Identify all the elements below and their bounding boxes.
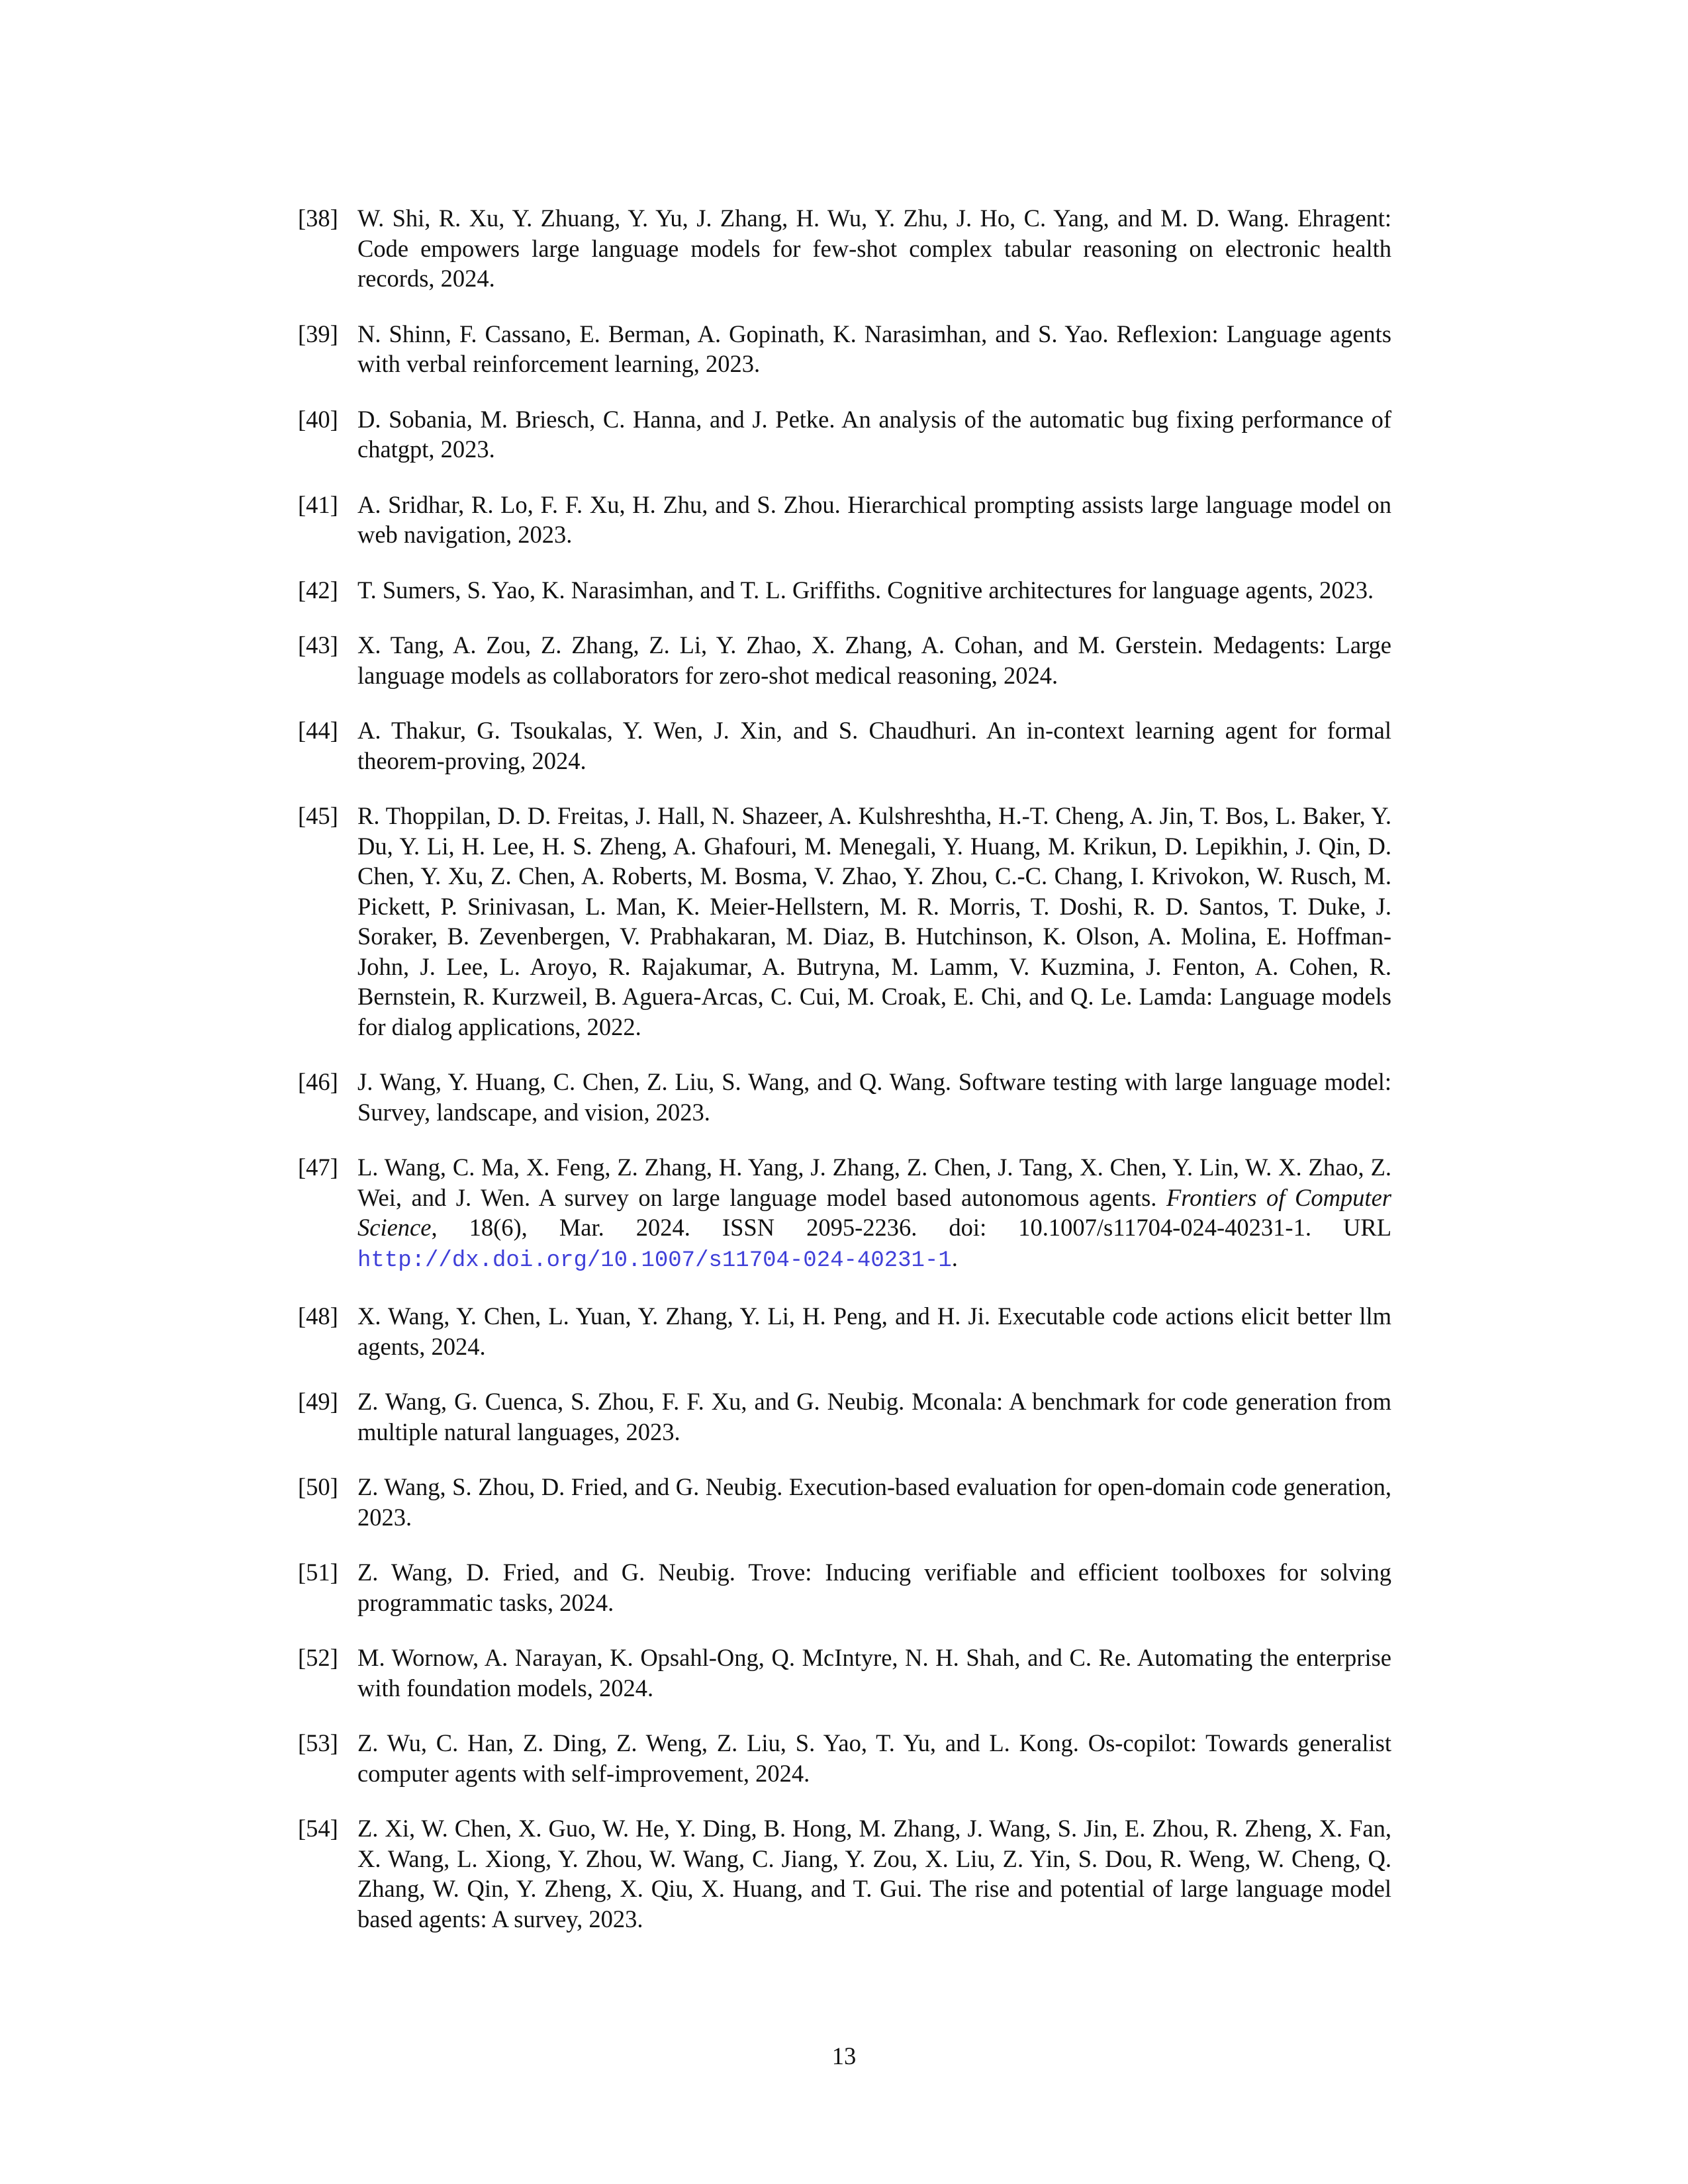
- reference-text: D. Sobania, M. Briesch, C. Hanna, and J. Petke. An analysis of the automatic bug fixing performance of chatgpt, 2023.: [357, 405, 1391, 463]
- reference-item: [298, 1301, 1391, 1361]
- reference-text: W. Shi, R. Xu, Y. Zhuang, Y. Yu, J. Zhang, H. Wu, Y. Zhu, J. Ho, C. Yang, and M. D. Wang. Ehragent: Code empowers large language models for few-shot complex tabular reasoning on electronic health records, 2024.: [357, 205, 1391, 292]
- reference-number: [40]: [298, 405, 338, 433]
- reference-item: [298, 1152, 1391, 1276]
- reference-text: M. Wornow, A. Narayan, K. Opsahl-Ong, Q. McIntyre, N. H. Shah, and C. Re. Automating the enterprise with foundation models, 2024.: [357, 1644, 1391, 1702]
- reference-number: [39]: [298, 320, 338, 347]
- reference-url-link[interactable]: http://dx.doi.org/10.1007/s11704-024-40231-1: [357, 1248, 952, 1273]
- reference-number: [47]: [298, 1154, 338, 1181]
- reference-number: [38]: [298, 205, 338, 232]
- reference-item: [298, 1643, 1391, 1703]
- reference-number: [49]: [298, 1388, 338, 1415]
- reference-number: [43]: [298, 631, 338, 659]
- reference-text: T. Sumers, S. Yao, K. Narasimhan, and T. L. Griffiths. Cognitive architectures for language agents, 2023.: [357, 576, 1374, 604]
- reference-item: [298, 1557, 1391, 1617]
- reference-item: [298, 404, 1391, 465]
- reference-item: [298, 1728, 1391, 1788]
- reference-number: [53]: [298, 1729, 338, 1756]
- reference-text: R. Thoppilan, D. D. Freitas, J. Hall, N. Shazeer, A. Kulshreshtha, H.-T. Cheng, A. Jin, T. Bos, L. Baker, Y. Du, Y. Li, H. Lee, H. S. Zheng, A. Ghafouri, M. Menegali, Y. Huang, M. Krikun, D. Lepikhin, J. Qin, D. Chen, Y. Xu, Z. Chen, A. Roberts, M. Bosma, V. Zhao, Y. Zhou, C.-C. Chang, I. Krivokon, W. Rusch, M. Pickett, P. Srinivasan, L. Man, K. Meier-Hellstern, M. R. Morris, T. Doshi, R. D. Santos, T. Duke, J. Soraker, B. Zevenbergen, V. Prabhakaran, M. Diaz, B. Hutchinson, K. Olson, A. Molina, E. Hoffman-John, J. Lee, L. Aroyo, R. Rajakumar, A. Butryna, M. Lamm, V. Kuzmina, J. Fenton, A. Cohen, R. Bernstein, R. Kurzweil, B. Aguera-Arcas, C. Cui, M. Croak, E. Chi, and Q. Le. Lamda: Language models for dialog applications, 2022.: [357, 802, 1391, 1040]
- reference-list: [298, 203, 1391, 1959]
- reference-number: [51]: [298, 1559, 338, 1586]
- reference-number: [52]: [298, 1644, 338, 1671]
- reference-text: A. Thakur, G. Tsoukalas, Y. Wen, J. Xin, and S. Chaudhuri. An in-context learning agent for formal theorem-proving, 2024.: [357, 717, 1391, 774]
- reference-text: Z. Wang, D. Fried, and G. Neubig. Trove: Inducing verifiable and efficient toolboxes for solving programmatic tasks, 2024.: [357, 1559, 1391, 1616]
- reference-item: [298, 1387, 1391, 1447]
- reference-number: [48]: [298, 1302, 338, 1330]
- reference-text: X. Wang, Y. Chen, L. Yuan, Y. Zhang, Y. Li, H. Peng, and H. Ji. Executable code actions elicit better llm agents, 2024.: [357, 1302, 1391, 1360]
- reference-url-suffix: .: [951, 1244, 958, 1271]
- reference-text: Z. Wang, G. Cuenca, S. Zhou, F. F. Xu, and G. Neubig. Mconala: A benchmark for code generation from multiple natural languages, 2023.: [357, 1388, 1391, 1445]
- reference-item: [298, 319, 1391, 379]
- reference-text: [357, 1152, 1391, 1276]
- reference-item: [298, 490, 1391, 550]
- reference-text: N. Shinn, F. Cassano, E. Berman, A. Gopinath, K. Narasimhan, and S. Yao. Reflexion: Language agents with verbal reinforcement learning, 2023.: [357, 320, 1391, 377]
- reference-number: [45]: [298, 802, 338, 829]
- reference-text-after: , 18(6), Mar. 2024. ISSN 2095-2236. doi: 10.1007/s11704-024-40231-1. URL: [431, 1214, 1391, 1241]
- reference-number: [42]: [298, 576, 338, 604]
- reference-item: [298, 575, 1391, 606]
- reference-number: [46]: [298, 1068, 338, 1095]
- reference-number: [41]: [298, 490, 338, 518]
- reference-text: A. Sridhar, R. Lo, F. F. Xu, H. Zhu, and S. Zhou. Hierarchical prompting assists large language model on web navigation, 2023.: [357, 490, 1391, 548]
- reference-text: X. Tang, A. Zou, Z. Zhang, Z. Li, Y. Zhao, X. Zhang, A. Cohan, and M. Gerstein. Medagents: Large language models as collaborators for zero-shot medical reasoning, 2024.: [357, 631, 1391, 689]
- reference-item: [298, 801, 1391, 1042]
- reference-number: [50]: [298, 1473, 338, 1500]
- reference-number: [54]: [298, 1815, 338, 1842]
- reference-text: J. Wang, Y. Huang, C. Chen, Z. Liu, S. Wang, and Q. Wang. Software testing with large language model: Survey, landscape, and vision, 2023.: [357, 1068, 1391, 1126]
- reference-text-before: L. Wang, C. Ma, X. Feng, Z. Zhang, H. Yang, J. Zhang, Z. Chen, J. Tang, X. Chen, Y. Lin, W. X. Zhao, Z. Wei, and J. Wen. A survey on large language model based autonomous agents.: [357, 1154, 1391, 1211]
- reference-item: [298, 1813, 1391, 1934]
- reference-item: [298, 1472, 1391, 1532]
- reference-item: [298, 630, 1391, 690]
- reference-text: Z. Wang, S. Zhou, D. Fried, and G. Neubig. Execution-based evaluation for open-domain code generation, 2023.: [357, 1473, 1391, 1531]
- reference-item: [298, 203, 1391, 294]
- page-number: 13: [831, 2042, 857, 2070]
- reference-text: Z. Xi, W. Chen, X. Guo, W. He, Y. Ding, B. Hong, M. Zhang, J. Wang, S. Jin, E. Zhou, R. Zheng, X. Fan, X. Wang, L. Xiong, Y. Zhou, W. Wang, C. Jiang, Y. Zou, X. Liu, Z. Yin, S. Dou, R. Weng, W. Cheng, Q. Zhang, W. Qin, Y. Zheng, X. Qiu, X. Huang, and T. Gui. The rise and potential of large language model based agents: A survey, 2023.: [357, 1815, 1391, 1933]
- reference-text: Z. Wu, C. Han, Z. Ding, Z. Weng, Z. Liu, S. Yao, T. Yu, and L. Kong. Os-copilot: Towards generalist computer agents with self-improvement, 2024.: [357, 1729, 1391, 1787]
- reference-venue: Frontiers of Computer Science: [357, 1183, 1391, 1241]
- reference-number: [44]: [298, 717, 338, 744]
- reference-item: [298, 715, 1391, 776]
- reference-item: [298, 1067, 1391, 1127]
